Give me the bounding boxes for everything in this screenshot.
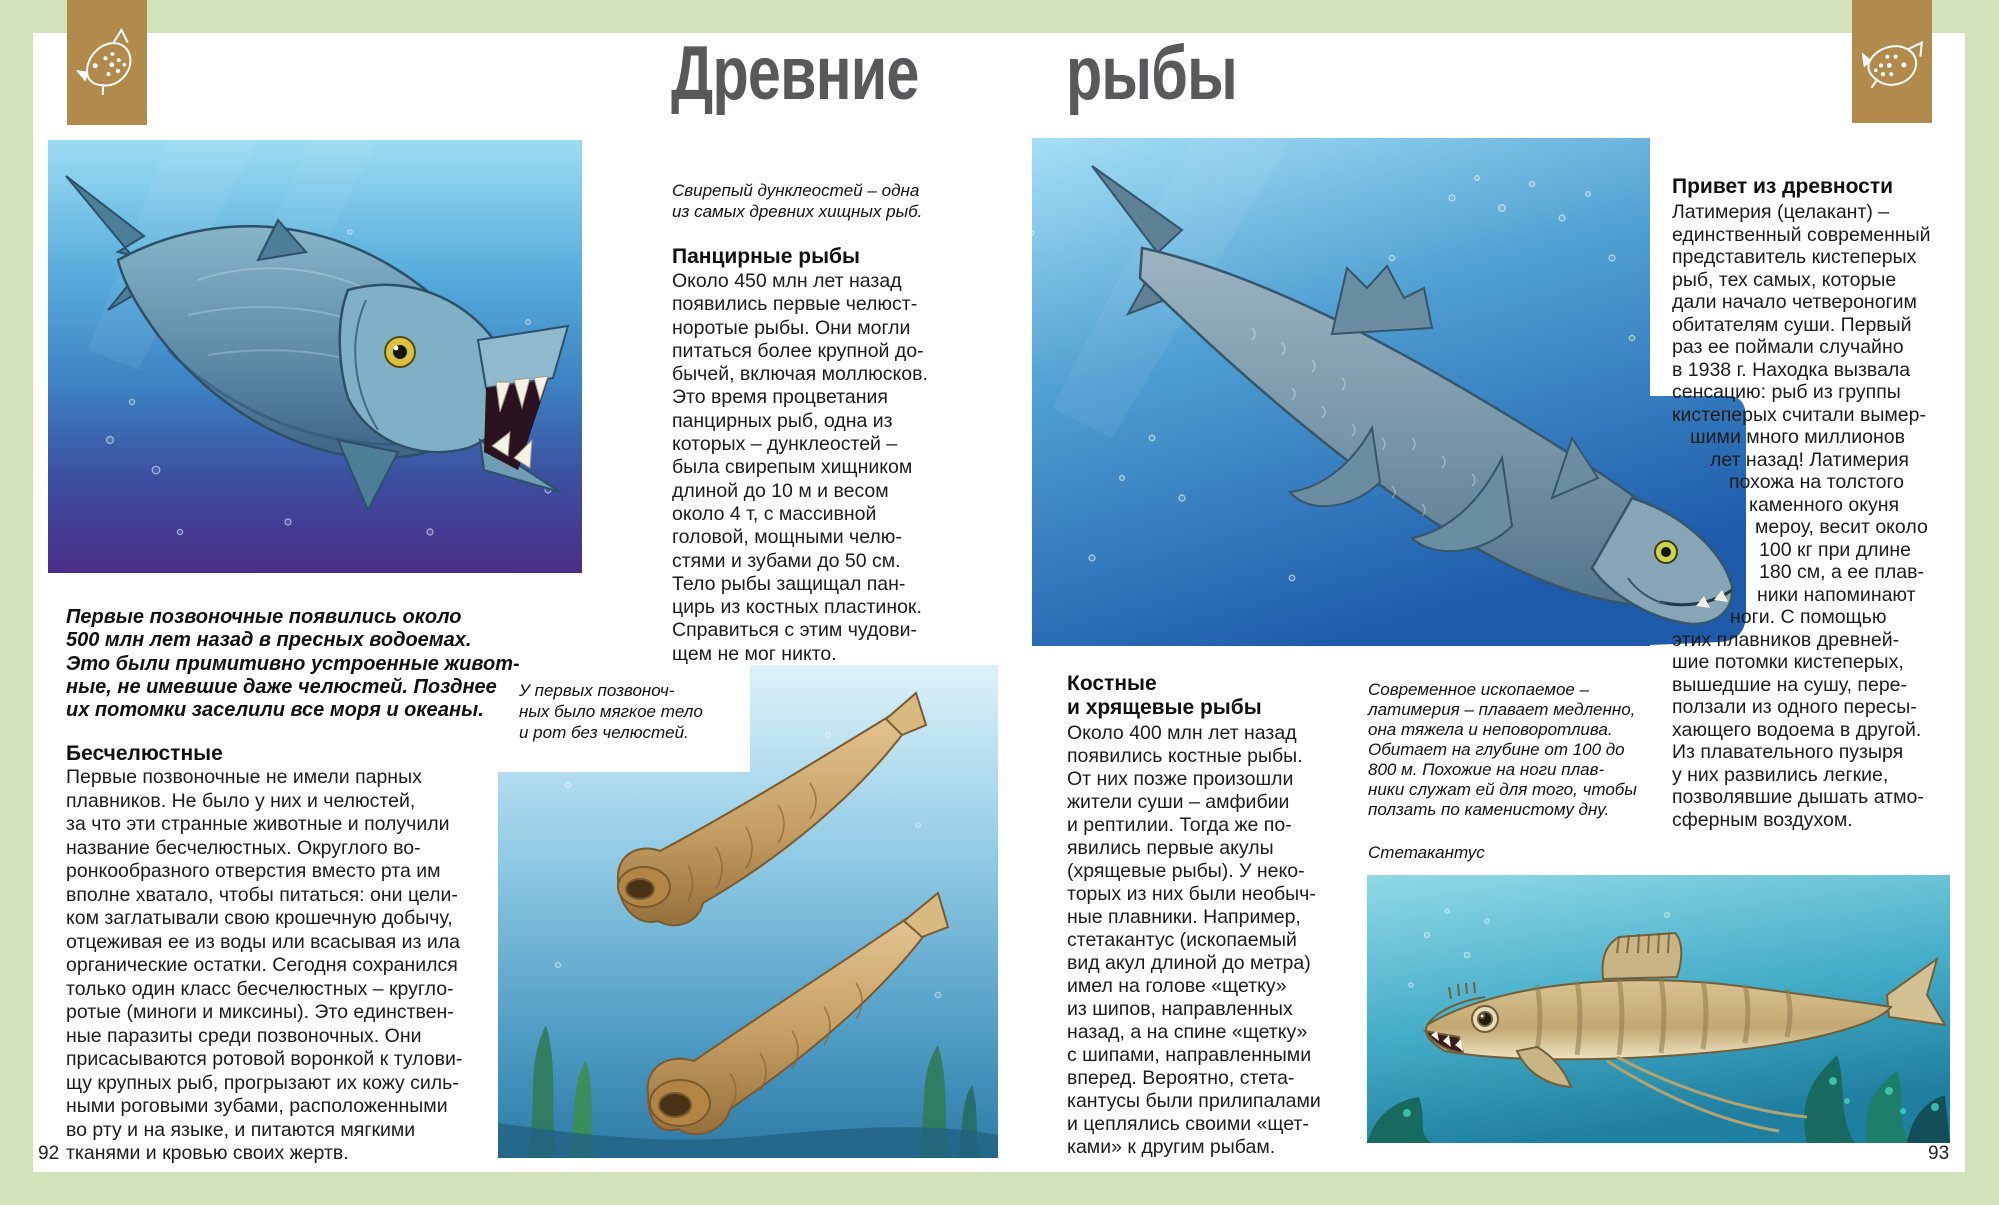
triggerfish-icon xyxy=(1860,28,1924,98)
dunkleosteus-caption: Свирепый дунклеостей – одна из самых древних хищных рыб. xyxy=(672,181,923,221)
corner-tab-right xyxy=(1852,0,1932,123)
section-body-armored-fish: Около 450 млн лет назад появились первые челюст- норотые рыбы. Они могли питаться более крупной до- бычей, включая моллюсков. Это время процветания панцирных рыб, одна из которых – дунклеостей – была свирепым хищником длиной до 10 м и весом около 4 т, с массивной головой, мощными челю- стями и зубами до 50 см. Тело рыбы защищал пан- цирь из костных пластинок. Справиться с этим чудови- щем не мог никто. xyxy=(672,270,928,665)
soft-body-caption: У первых позвоноч- ных было мягкое тело и рот без челюстей. xyxy=(519,681,703,742)
section-heading-bony: Костные и хрящевые рыбы xyxy=(1067,672,1262,719)
coelacanth-illustration xyxy=(1032,138,1750,646)
stetacanthus-label: Стетакантус xyxy=(1368,843,1485,862)
corner-tab-left xyxy=(67,0,147,125)
section-heading-armored-fish: Панцирные рыбы xyxy=(672,245,860,268)
page-title-word-1: Древние xyxy=(671,31,919,116)
coelacanth-caption: Современное ископаемое – латимерия – плавает медленно, она тяжела и неповоротлива. Обитает на глубине от 100 до 800 м. Похожие на ноги плав- ники служат ей для того, чтобы ползать по каменистому дну. xyxy=(1368,680,1637,819)
section-body-jawless: Первые позвоночные не имели парных плавников. Не было у них и челюстей, за что эти странные животные и получили название бесчелюстных. Округлого во- ронкообразного отверстия вместо рта им вполне хватало, чтобы питаться: они цели- ком заглатывали свою крошечную добычу, отцеживая ее из воды или всасывая из ила органические остатки. Сегодня сохранился только один класс бесчелюстных – кругло- ротые (миноги и миксины). Это единствен- ные паразиты среди позвоночных. Они присасываются ротовой воронкой к тулови- щу крупных рыб, прогрызают их кожу силь- ными роговыми зубами, расположенными во рту и на языке, и питаются мягкими тканями и кровью своих жертв. xyxy=(66,766,463,1164)
section-body-greeting: Латимерия (целакант) – единственный современный представитель кистеперых рыб, тех самых, которые дали начало четвероногим обитателям суши. Первый раз ее поймали случайно в 1938 г. Находка вызвала сенсацию: рыб из группы кистеперых считали вымер- шими много миллионов лет назад! Латимерия похожа на толстого каменного окуня мероу, весит около 100 кг при длине 180 см, а ее плав- ники напоминают ноги. С помощью этих плавников древней- шие потомки кистеперых, вышедшие на сушу, пере- ползали из одного пересы- хающего водоема в другой. Из плавательного пузыря у них развились легкие, позволявшие дышать атмо- сферным воздухом. xyxy=(1672,201,1931,831)
section-body-bony: Около 400 млн лет назад появились костные рыбы. От них позже произошли жители суши – амфибии и рептилии. Тогда же по- явились первые акулы (хрящевые рыбы). У неко- торых из них были необыч- ные плавники. Например, стетакантус (ископаемый вид акул длиной до метра) имел на голове «щетку» из шипов, направленных назад, а на спине «щетку» с шипами, направленными вперед. Вероятно, стета- кантусы были прилипалами и цеплялись своими «щет- ками» к другим рыбам. xyxy=(1067,722,1321,1158)
page-number-left: 92 xyxy=(38,1143,60,1164)
page-title-word-2: рыбы xyxy=(1066,31,1237,116)
triggerfish-icon xyxy=(75,28,139,98)
intro-paragraph: Первые позвоночные появились около 500 млн лет назад в пресных водоемах. Это были примитивно устроенные живот- ные, не имевшие даже челюстей. Позднее их потомки заселили все моря и океаны. xyxy=(66,606,520,722)
section-heading-jawless: Бесчелюстные xyxy=(66,742,223,765)
section-heading-greeting: Привет из древности xyxy=(1672,175,1894,198)
dunkleosteus-illustration xyxy=(48,140,582,573)
stethacanthus-illustration xyxy=(1367,875,1950,1143)
page-number-right: 93 xyxy=(1928,1143,1950,1164)
